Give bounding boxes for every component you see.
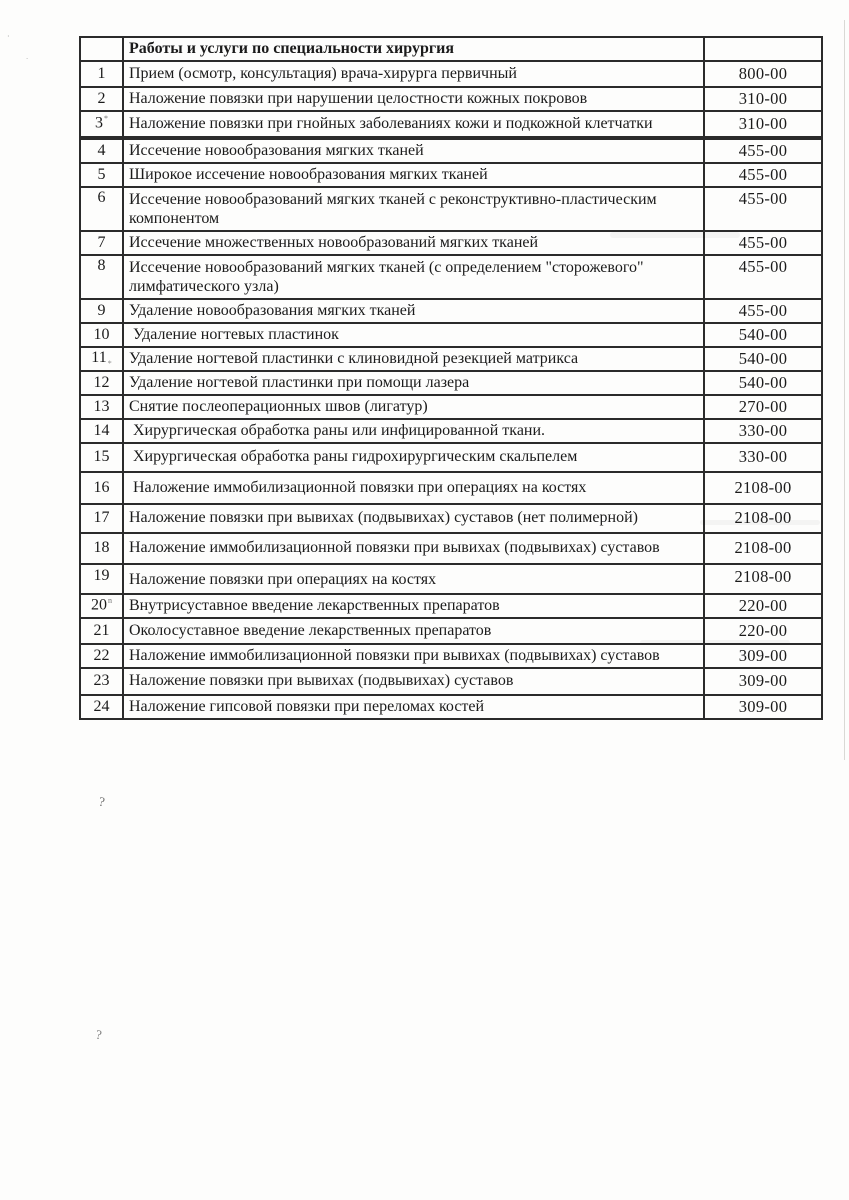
- service-name-cell: Наложение повязки при нарушении целостности кожных покровов: [123, 87, 704, 111]
- price-cell: 455-00: [704, 138, 822, 163]
- table-row: [80, 443, 822, 472]
- table-row: [80, 564, 822, 594]
- row-number-cell: [80, 347, 123, 371]
- service-name-cell: Удаление ногтевых пластинок: [123, 323, 704, 347]
- service-name-cell: Наложение повязки при операциях на костях: [123, 564, 704, 594]
- service-name-cell: Иссечение новообразований мягких тканей (с определением "сторожевого" лимфатического узла): [123, 255, 704, 299]
- service-name-cell: Иссечение новообразования мягких тканей: [123, 138, 704, 163]
- row-number-cell: [80, 594, 123, 618]
- row-number: 12: [93, 373, 110, 391]
- scan-noise: [610, 232, 740, 238]
- row-number-cell: [80, 504, 123, 533]
- row-number: 18: [93, 539, 110, 557]
- row-number-cell: [80, 564, 123, 594]
- table-row: [80, 504, 822, 533]
- price-cell: 800-00: [704, 61, 822, 87]
- row-number: 1: [97, 64, 106, 82]
- service-name-cell: Удаление новообразования мягких тканей: [123, 299, 704, 323]
- row-number-cell: [80, 138, 123, 163]
- service-name-cell: Наложение повязки при гнойных заболеваниях кожи и подкожной клетчатки: [123, 111, 704, 138]
- row-number: 6: [97, 188, 106, 206]
- row-number-cell: [80, 111, 123, 138]
- price-cell: 330-00: [704, 443, 822, 472]
- row-number-cell: [80, 231, 123, 255]
- header-price-cell: [704, 37, 822, 61]
- table-row: [80, 61, 822, 87]
- scan-artifact: ?: [97, 793, 107, 810]
- scan-mark: *: [107, 359, 112, 369]
- table-row: [80, 255, 822, 299]
- service-name-cell: Околосуставное введение лекарственных препаратов: [123, 618, 704, 644]
- scan-mark: *: [104, 114, 108, 124]
- price-cell: 455-00: [704, 255, 822, 299]
- service-name-cell: Снятие послеоперационных швов (лигатур): [123, 395, 704, 419]
- row-number-cell: [80, 323, 123, 347]
- service-name-cell: Иссечение множественных новообразований мягких тканей: [123, 231, 704, 255]
- price-cell: 455-00: [704, 163, 822, 187]
- row-number-cell: [80, 618, 123, 644]
- price-cell: 309-00: [704, 644, 822, 668]
- price-cell: 270-00: [704, 395, 822, 419]
- row-number-cell: [80, 533, 123, 564]
- service-name-cell: Наложение повязки при вывихах (подвывихах) суставов: [123, 668, 704, 695]
- scan-artifact: ?: [94, 1026, 103, 1043]
- row-number-cell: [80, 644, 123, 668]
- price-cell: 540-00: [704, 371, 822, 395]
- table-row: [80, 472, 822, 504]
- table-row: [80, 419, 822, 443]
- price-table: [79, 36, 823, 720]
- row-number-cell: [80, 163, 123, 187]
- price-cell: 330-00: [704, 419, 822, 443]
- service-name-cell: Наложение иммобилизационной повязки при вывихах (подвывихах) суставов: [123, 533, 704, 564]
- table-row: [80, 371, 822, 395]
- service-name-cell: Наложение повязки при вывихах (подвывихах) суставов (нет полимерной): [123, 504, 704, 533]
- price-cell: 220-00: [704, 618, 822, 644]
- row-number: 20: [91, 596, 107, 614]
- table-row: [80, 323, 822, 347]
- table-row: [80, 695, 822, 719]
- row-number: 3: [95, 114, 103, 132]
- scan-edge-shadow: [844, 20, 845, 760]
- row-number: 14: [93, 421, 110, 439]
- row-number-cell: [80, 443, 123, 472]
- row-number: 7: [97, 233, 106, 251]
- service-name-cell: Хирургическая обработка раны гидрохирургическим скальпелем: [123, 443, 704, 472]
- row-number-cell: [80, 61, 123, 87]
- row-number: 8: [97, 256, 106, 274]
- scan-mark: n: [108, 596, 112, 606]
- price-cell: 2108-00: [704, 472, 822, 504]
- price-cell: 455-00: [704, 299, 822, 323]
- scan-noise: [640, 640, 790, 645]
- row-number: 22: [93, 646, 110, 664]
- price-cell: 455-00: [704, 231, 822, 255]
- table-row: [80, 533, 822, 564]
- service-name-cell: Удаление ногтевой пластинки при помощи лазера: [123, 371, 704, 395]
- row-number-cell: [80, 668, 123, 695]
- table-row: [80, 347, 822, 371]
- row-number: 13: [93, 397, 110, 415]
- table-title: Работы и услуги по специальности хирургия: [123, 37, 704, 61]
- row-number: 2: [97, 89, 106, 107]
- row-number: 23: [93, 672, 110, 690]
- price-cell: 455-00: [704, 187, 822, 231]
- price-cell: 309-00: [704, 668, 822, 695]
- row-number-cell: [80, 87, 123, 111]
- row-number: 11: [91, 348, 107, 366]
- table-row: [80, 668, 822, 695]
- table-row: [80, 187, 822, 231]
- row-number: 16: [93, 478, 110, 496]
- service-name-cell: Наложение иммобилизационной повязки при операциях на костях: [123, 472, 704, 504]
- row-number-cell: [80, 299, 123, 323]
- scan-speck: ·: [24, 53, 30, 64]
- row-number: 17: [93, 509, 110, 527]
- row-number-cell: [80, 371, 123, 395]
- table-row: [80, 594, 822, 618]
- row-number: 9: [97, 301, 106, 319]
- row-number: 10: [93, 325, 110, 343]
- table-row: [80, 395, 822, 419]
- table-row: [80, 299, 822, 323]
- row-number: 24: [93, 697, 110, 715]
- price-cell: 310-00: [704, 111, 822, 138]
- service-name-cell: Иссечение новообразований мягких тканей с реконструктивно-пластическим компонентом: [123, 187, 704, 231]
- service-name-cell: Прием (осмотр, консультация) врача-хирурга первичный: [123, 61, 704, 87]
- table-row: [80, 138, 822, 163]
- row-number-cell: [80, 255, 123, 299]
- service-name-cell: Наложение гипсовой повязки при переломах костей: [123, 695, 704, 719]
- service-name-cell: Внутрисуставное введение лекарственных препаратов: [123, 594, 704, 618]
- row-number-cell: [80, 187, 123, 231]
- row-number-cell: [80, 395, 123, 419]
- row-number: 4: [97, 141, 106, 159]
- price-cell: 2108-00: [704, 504, 822, 533]
- price-cell: 540-00: [704, 323, 822, 347]
- price-cell: 540-00: [704, 347, 822, 371]
- table-row: [80, 111, 822, 138]
- scan-noise: [700, 520, 820, 525]
- row-number-cell: [80, 695, 123, 719]
- row-number-cell: [80, 472, 123, 504]
- price-cell: 2108-00: [704, 533, 822, 564]
- service-name-cell: Широкое иссечение новообразования мягких тканей: [123, 163, 704, 187]
- row-number: 5: [97, 165, 106, 183]
- price-cell: 220-00: [704, 594, 822, 618]
- price-cell: 2108-00: [704, 564, 822, 594]
- row-number: 19: [93, 566, 110, 584]
- table-row: [80, 87, 822, 111]
- table-header-row: [80, 37, 822, 61]
- price-cell: 309-00: [704, 695, 822, 719]
- service-name-cell: Удаление ногтевой пластинки с клиновидной резекцией матрикса: [123, 347, 704, 371]
- table-row: [80, 644, 822, 668]
- price-cell: 310-00: [704, 87, 822, 111]
- service-name-cell: Хирургическая обработка раны или инфицированной ткани.: [123, 419, 704, 443]
- service-name-cell: Наложение иммобилизационной повязки при вывихах (подвывихах) суставов: [123, 644, 704, 668]
- row-number: 15: [93, 448, 110, 466]
- scan-speck: ·: [7, 32, 10, 41]
- row-number: 21: [93, 621, 110, 639]
- header-number-cell: [80, 37, 123, 61]
- row-number-cell: [80, 419, 123, 443]
- table-row: [80, 163, 822, 187]
